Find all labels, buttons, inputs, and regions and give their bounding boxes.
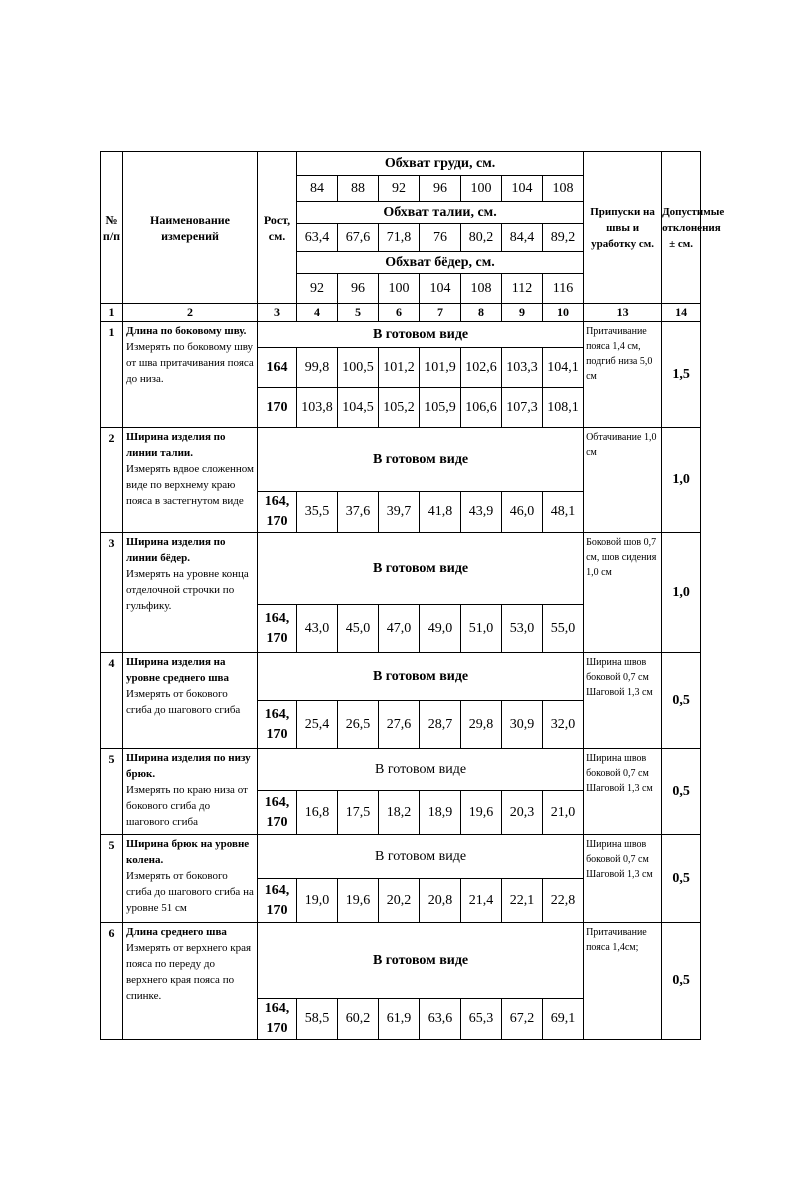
measurement-row — [101, 653, 701, 701]
size-value: 101,9 — [420, 348, 461, 388]
size-value: 107,3 — [502, 388, 543, 428]
size-value: 103,8 — [297, 388, 338, 428]
bust-size: 84 — [297, 176, 338, 202]
bust-size: 96 — [420, 176, 461, 202]
size-value: 48,1 — [543, 492, 584, 533]
column-number: 14 — [662, 304, 701, 322]
size-value: 28,7 — [420, 701, 461, 749]
hips-size: 116 — [543, 274, 584, 304]
size-value: 25,4 — [297, 701, 338, 749]
size-value: 69,1 — [543, 999, 584, 1040]
row-description — [123, 322, 258, 428]
size-value: 19,6 — [461, 791, 502, 835]
size-value: 58,5 — [297, 999, 338, 1040]
column-number: 3 — [258, 304, 297, 322]
row-number: 1 — [101, 322, 123, 428]
ready-state-label: В готовом виде — [258, 923, 584, 999]
size-value: 104,1 — [543, 348, 584, 388]
size-value: 102,6 — [461, 348, 502, 388]
size-value: 99,8 — [297, 348, 338, 388]
size-value: 32,0 — [543, 701, 584, 749]
size-value: 67,2 — [502, 999, 543, 1040]
header-name: Наименование измерений — [123, 152, 258, 304]
size-value: 46,0 — [502, 492, 543, 533]
column-number: 13 — [584, 304, 662, 322]
tolerance-value: 0,5 — [662, 749, 701, 835]
ready-state-label: В готовом виде — [258, 322, 584, 348]
bust-size: 92 — [379, 176, 420, 202]
header-hips-title: Обхват бёдер, см. — [297, 252, 584, 274]
allowance-note: Обтачивание 1,0 см — [584, 428, 662, 533]
bust-size: 100 — [461, 176, 502, 202]
bust-size: 88 — [338, 176, 379, 202]
height-value: 164, 170 — [258, 999, 297, 1040]
waist-size: 76 — [420, 224, 461, 252]
header-height: Рост, см. — [258, 152, 297, 304]
size-value: 29,8 — [461, 701, 502, 749]
size-value: 103,3 — [502, 348, 543, 388]
column-number: 6 — [379, 304, 420, 322]
measurement-title: Ширина изделия по линии бёдер. — [126, 536, 226, 564]
measurement-row — [101, 835, 701, 879]
tolerance-value: 0,5 — [662, 923, 701, 1040]
size-value: 19,6 — [338, 879, 379, 923]
ready-state-label: В готовом виде — [258, 749, 584, 791]
measurement-instruction: Измерять по боковому шву от шва притачивания пояса до низа. — [126, 341, 254, 385]
hips-size: 112 — [502, 274, 543, 304]
height-value: 164, 170 — [258, 492, 297, 533]
measurement-instruction: Измерять вдвое сложенном виде по верхнему краю пояса в застегнутом виде — [126, 463, 254, 507]
row-description — [123, 749, 258, 835]
bust-size: 108 — [543, 176, 584, 202]
row-description — [123, 653, 258, 749]
column-number: 5 — [338, 304, 379, 322]
waist-size: 80,2 — [461, 224, 502, 252]
size-value: 17,5 — [338, 791, 379, 835]
measurement-row — [101, 923, 701, 999]
waist-size: 71,8 — [379, 224, 420, 252]
measurement-instruction: Измерять от бокового сгиба до шагового сгиба — [126, 688, 241, 716]
waist-size: 63,4 — [297, 224, 338, 252]
hips-size: 100 — [379, 274, 420, 304]
size-value: 60,2 — [338, 999, 379, 1040]
row-number: 4 — [101, 653, 123, 749]
size-value: 45,0 — [338, 605, 379, 653]
header-bust-title: Обхват груди, см. — [297, 152, 584, 176]
measurement-title: Длина по боковому шву. — [126, 325, 247, 337]
hips-size: 104 — [420, 274, 461, 304]
header-allowances: Припуски на швы и уработку см. — [584, 152, 662, 304]
waist-size: 67,6 — [338, 224, 379, 252]
size-value: 18,2 — [379, 791, 420, 835]
size-value: 22,1 — [502, 879, 543, 923]
size-value: 63,6 — [420, 999, 461, 1040]
row-description — [123, 428, 258, 533]
hips-size: 96 — [338, 274, 379, 304]
ready-state-label: В готовом виде — [258, 428, 584, 492]
size-value: 105,9 — [420, 388, 461, 428]
size-value: 105,2 — [379, 388, 420, 428]
measurement-table — [100, 151, 725, 1040]
size-value: 20,8 — [420, 879, 461, 923]
header-tolerance: Допустимые отклонения ± см. — [662, 152, 701, 304]
row-number: 2 — [101, 428, 123, 533]
row-number: 5 — [101, 749, 123, 835]
allowance-note: Притачивание пояса 1,4 см, подгиб низа 5,0 см — [584, 322, 662, 428]
size-value: 51,0 — [461, 605, 502, 653]
size-value: 61,9 — [379, 999, 420, 1040]
ready-state-label: В готовом виде — [258, 835, 584, 879]
size-value: 37,6 — [338, 492, 379, 533]
measurement-instruction: Измерять по краю низа от бокового сгиба до шагового сгиба — [126, 784, 248, 828]
size-value: 55,0 — [543, 605, 584, 653]
height-value: 164, 170 — [258, 605, 297, 653]
row-number: 3 — [101, 533, 123, 653]
allowance-note: Притачивание пояса 1,4см; — [584, 923, 662, 1040]
size-value: 18,9 — [420, 791, 461, 835]
tolerance-value: 1,0 — [662, 428, 701, 533]
size-value: 101,2 — [379, 348, 420, 388]
row-description — [123, 923, 258, 1040]
measurement-row — [101, 322, 701, 348]
row-number: 6 — [101, 923, 123, 1040]
allowance-note: Ширина швов боковой 0,7 см Шаговой 1,3 см — [584, 749, 662, 835]
size-value: 106,6 — [461, 388, 502, 428]
row-description — [123, 533, 258, 653]
size-value: 43,0 — [297, 605, 338, 653]
size-value: 30,9 — [502, 701, 543, 749]
column-number: 4 — [297, 304, 338, 322]
size-value: 47,0 — [379, 605, 420, 653]
height-value: 164, 170 — [258, 879, 297, 923]
row-number: 5 — [101, 835, 123, 923]
measurement-title: Ширина изделия по низу брюк. — [126, 752, 251, 780]
column-number: 1 — [101, 304, 123, 322]
allowance-note: Ширина швов боковой 0,7 см Шаговой 1,3 см — [584, 835, 662, 923]
hips-size: 92 — [297, 274, 338, 304]
size-value: 65,3 — [461, 999, 502, 1040]
measurement-row — [101, 428, 701, 492]
size-value: 49,0 — [420, 605, 461, 653]
size-value: 43,9 — [461, 492, 502, 533]
tolerance-value: 0,5 — [662, 653, 701, 749]
column-number: 9 — [502, 304, 543, 322]
size-value: 39,7 — [379, 492, 420, 533]
size-value: 41,8 — [420, 492, 461, 533]
column-number: 8 — [461, 304, 502, 322]
size-value: 19,0 — [297, 879, 338, 923]
measurement-row — [101, 749, 701, 791]
size-value: 16,8 — [297, 791, 338, 835]
measurement-row — [101, 533, 701, 605]
measurement-instruction: Измерять от бокового сгиба до шагового сгиба на уровне 51 см — [126, 870, 254, 914]
tolerance-value: 0,5 — [662, 835, 701, 923]
hips-size: 108 — [461, 274, 502, 304]
size-value: 21,4 — [461, 879, 502, 923]
row-description — [123, 835, 258, 923]
measurement-title: Ширина изделия по линии талии. — [126, 431, 226, 459]
tolerance-value: 1,0 — [662, 533, 701, 653]
measurement-instruction: Измерять на уровне конца отделочной строчки по гульфику. — [126, 568, 249, 612]
ready-state-label: В готовом виде — [258, 653, 584, 701]
size-value: 20,2 — [379, 879, 420, 923]
height-value: 164, 170 — [258, 791, 297, 835]
size-value: 27,6 — [379, 701, 420, 749]
waist-size: 84,4 — [502, 224, 543, 252]
measurement-title: Длина среднего шва — [126, 926, 227, 938]
waist-size: 89,2 — [543, 224, 584, 252]
header-number: № п/п — [101, 152, 123, 304]
height-value: 164 — [258, 348, 297, 388]
size-value: 100,5 — [338, 348, 379, 388]
measurement-title: Ширина брюк на уровне колена. — [126, 838, 250, 866]
size-value: 104,5 — [338, 388, 379, 428]
tolerance-value: 1,5 — [662, 322, 701, 428]
height-value: 170 — [258, 388, 297, 428]
size-value: 21,0 — [543, 791, 584, 835]
size-value: 20,3 — [502, 791, 543, 835]
column-number: 7 — [420, 304, 461, 322]
allowance-note: Ширина швов боковой 0,7 см Шаговой 1,3 см — [584, 653, 662, 749]
header-waist-title: Обхват талии, см. — [297, 202, 584, 224]
size-value: 26,5 — [338, 701, 379, 749]
size-value: 108,1 — [543, 388, 584, 428]
size-value: 35,5 — [297, 492, 338, 533]
size-value: 53,0 — [502, 605, 543, 653]
allowance-note: Боковой шов 0,7 см, шов сидения 1,0 см — [584, 533, 662, 653]
column-number: 2 — [123, 304, 258, 322]
measurement-instruction: Измерять от верхнего края пояса по переду до верхнего края пояса по спинке. — [126, 942, 252, 1002]
size-value: 22,8 — [543, 879, 584, 923]
height-value: 164, 170 — [258, 701, 297, 749]
bust-size: 104 — [502, 176, 543, 202]
measurement-title: Ширина изделия на уровне среднего шва — [126, 656, 229, 684]
column-number: 10 — [543, 304, 584, 322]
ready-state-label: В готовом виде — [258, 533, 584, 605]
